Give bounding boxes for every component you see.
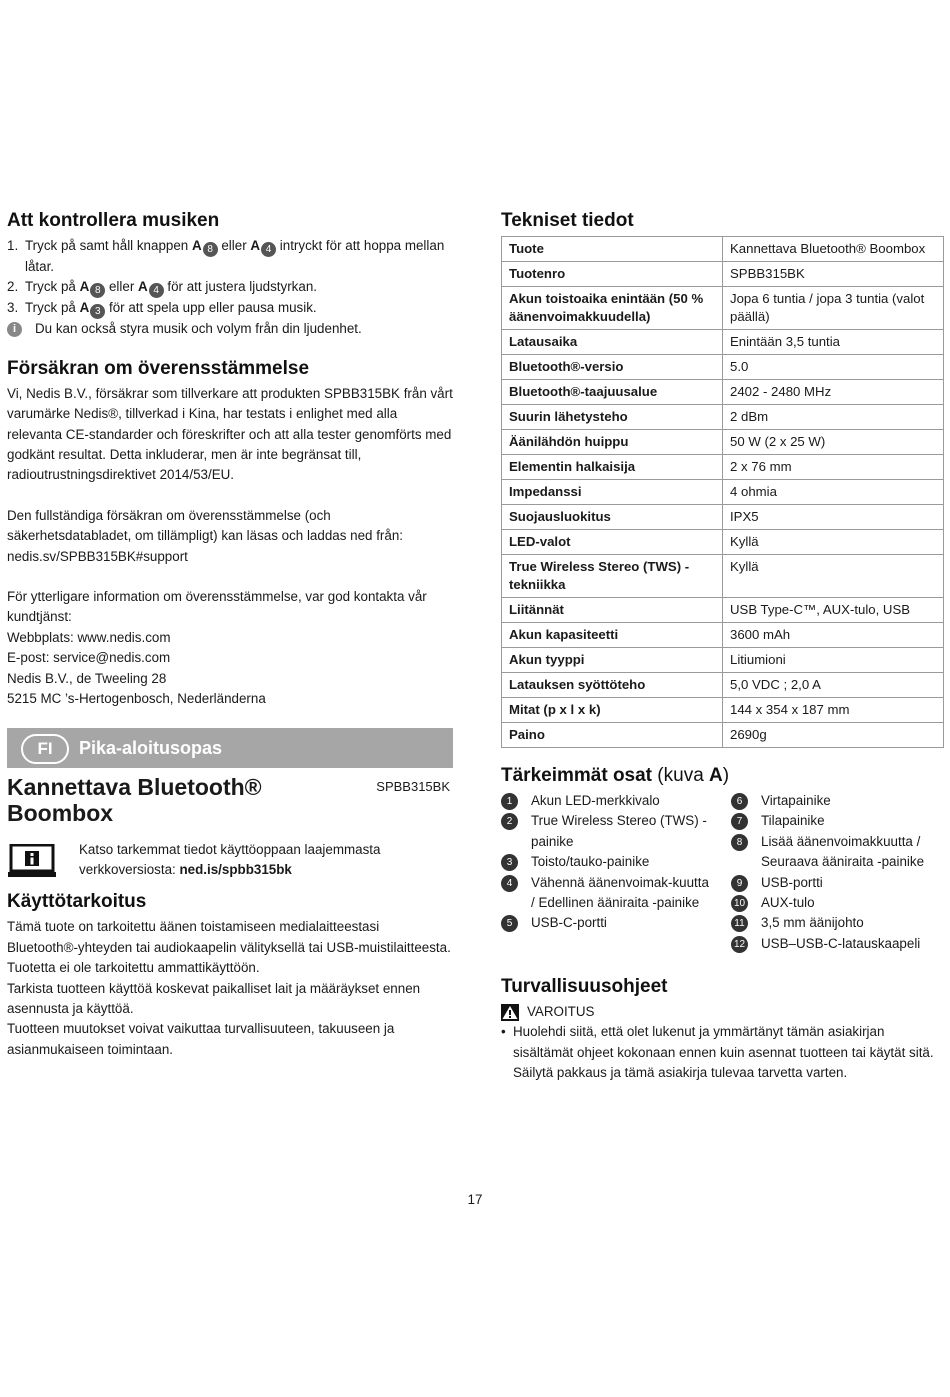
part-item <box>731 811 944 831</box>
spec-value: USB Type-C™, AUX-tulo, USB <box>723 598 944 623</box>
spec-value: Kyllä <box>723 530 944 555</box>
spec-value: 2 dBm <box>723 405 944 430</box>
conformity-contact-1: För ytterligare information om överensstämmelse, var god kontakta vår kundtjänst: <box>7 589 427 625</box>
spec-key: Suojausluokitus <box>502 505 723 530</box>
part-number-icon: 12 <box>731 936 748 953</box>
music-step-1: 1. Tryck på samt håll knappen A 8 eller A 4 intryckt för att hoppa mellan låtar. <box>7 238 445 274</box>
spec-row <box>502 530 944 555</box>
usage-line-1: Tämä tuote on tarkoitettu äänen toistamiseen medialaitteestasi Bluetooth®-yhteyden tai audiokaapelin välityksellä tai USB-muistilaitteesta. <box>7 919 451 955</box>
spec-row <box>502 455 944 480</box>
part-number-icon: 3 <box>501 854 518 871</box>
spec-row <box>502 698 944 723</box>
language-banner <box>7 728 453 768</box>
laptop-info-icon <box>7 844 57 878</box>
warning-icon <box>501 1004 519 1021</box>
language-code-badge: FI <box>21 734 69 764</box>
spec-key: Suurin lähetysteho <box>502 405 723 430</box>
spec-value: 2690g <box>723 723 944 748</box>
warning-label: VAROITUS <box>501 1002 944 1022</box>
usage-line-3: Tarkista tuotteen käyttöä koskevat paikalliset lait ja määräykset ennen asennusta ja käyttöä. <box>7 980 421 1016</box>
spec-value: 50 W (2 x 25 W) <box>723 430 944 455</box>
usage-line-2: Tuotetta ei ole tarkoitettu ammattikäyttöön. <box>7 960 260 976</box>
spec-row <box>502 330 944 355</box>
conformity-contact-website: Webbplats: www.nedis.com <box>7 629 171 645</box>
part-label: Tilapainike <box>761 813 825 829</box>
online-manual-note: Katso tarkemmat tiedot käyttöoppaan laajemmasta verkkoversiosta: ned.is/spbb315bk <box>7 840 453 881</box>
spec-key: Akun toistoaika enintään (50 % äänenvoimakkuudella) <box>502 287 723 330</box>
part-label: 3,5 mm äänijohto <box>761 915 864 931</box>
parts-heading: Tärkeimmät osat (kuva A) <box>501 765 730 786</box>
part-item <box>731 913 944 933</box>
spec-key: Elementin halkaisija <box>502 455 723 480</box>
spec-row <box>502 430 944 455</box>
specs-table <box>501 236 944 748</box>
part-item <box>731 893 944 913</box>
spec-value: Enintään 3,5 tuntia <box>723 330 944 355</box>
spec-row <box>502 673 944 698</box>
spec-value: 5,0 VDC ; 2,0 A <box>723 673 944 698</box>
conformity-paragraph-2: Den fullständiga försäkran om överensstämmelse (och säkerhetsdatabladet, om tillämpligt) kan läsas och laddas ned från: nedis.sv/SPBB315BK#support <box>7 507 403 564</box>
number-badge-icon: 8 <box>90 283 105 298</box>
parts-column-2 <box>731 791 944 954</box>
part-label: Akun LED-merkkivalo <box>531 793 660 808</box>
number-badge-icon: 3 <box>90 304 105 319</box>
part-number-icon: 6 <box>731 793 748 810</box>
spec-value: SPBB315BK <box>723 262 944 287</box>
spec-row <box>502 723 944 748</box>
part-number-icon: 9 <box>731 875 748 892</box>
spec-key: Akun tyyppi <box>502 648 723 673</box>
spec-value: 3600 mAh <box>723 623 944 648</box>
spec-value: IPX5 <box>723 505 944 530</box>
part-number-icon: 11 <box>731 915 748 932</box>
spec-value: Kyllä <box>723 555 944 598</box>
info-icon: i <box>7 322 22 337</box>
safety-heading: Turvallisuusohjeet <box>501 976 668 997</box>
spec-value: 4 ohmia <box>723 480 944 505</box>
spec-value: 5.0 <box>723 355 944 380</box>
usage-heading: Käyttötarkoitus <box>7 891 147 913</box>
spec-key: Liitännät <box>502 598 723 623</box>
usage-line-4: Tuotteen muutokset voivat vaikuttaa turvallisuuteen, takuuseen ja asianmukaiseen toimintaan. <box>7 1021 395 1057</box>
part-item <box>501 811 711 852</box>
part-label: USB-C-portti <box>531 915 607 931</box>
spec-key: True Wireless Stereo (TWS) -tekniikka <box>502 555 723 598</box>
spec-value: Jopa 6 tuntia / jopa 3 tuntia (valot päällä) <box>723 287 944 330</box>
music-steps <box>7 236 453 319</box>
part-label: USB-portti <box>761 874 823 890</box>
part-label: Virtapainike <box>761 793 831 808</box>
part-number-icon: 1 <box>501 793 518 810</box>
number-badge-icon: 8 <box>203 242 218 257</box>
part-label: Vähennä äänenvoimak-kuutta / Edellinen ääniraita -painike <box>531 874 709 911</box>
spec-row <box>502 480 944 505</box>
spec-value: Litiumioni <box>723 648 944 673</box>
parts-list <box>501 791 944 957</box>
spec-value: 144 x 354 x 187 mm <box>723 698 944 723</box>
part-item <box>501 873 711 914</box>
part-label: AUX-tulo <box>761 895 815 911</box>
spec-key: Latauksen syöttöteho <box>502 673 723 698</box>
conformity-contact-address-1: Nedis B.V., de Tweeling 28 <box>7 670 167 686</box>
part-number-icon: 2 <box>501 813 518 830</box>
spec-row <box>502 555 944 598</box>
spec-key: Bluetooth®-versio <box>502 355 723 380</box>
right-column <box>501 209 944 1084</box>
number-badge-icon: 4 <box>149 283 164 298</box>
spec-value: 2402 - 2480 MHz <box>723 380 944 405</box>
product-code: SPBB315BK <box>376 778 450 794</box>
conformity-paragraph-1: Vi, Nedis B.V., försäkrar som tillverkare att produkten SPBB315BK från vårt varumärke Nedis®, tillverkad i Kina, har testats i enlighet med alla relevanta CE-standarder och föreskrifter och att alla tester genomförts med godkänt resultat. Detta inkluderar, men är inte begränsat till, radioutrustningsdirektivet 2014/53/EU. <box>7 385 453 483</box>
spec-key: Latausaika <box>502 330 723 355</box>
specs-heading: Tekniset tiedot <box>501 210 634 231</box>
part-number-icon: 8 <box>731 834 748 851</box>
part-number-icon: 4 <box>501 875 518 892</box>
spec-key: Tuote <box>502 237 723 262</box>
spec-row <box>502 262 944 287</box>
conformity-heading: Försäkran om överensstämmelse <box>7 357 310 379</box>
spec-row <box>502 598 944 623</box>
spec-row <box>502 380 944 405</box>
part-label: Toisto/tauko-painike <box>531 854 650 870</box>
part-item <box>501 852 711 872</box>
part-item <box>731 934 944 954</box>
spec-value: 2 x 76 mm <box>723 455 944 480</box>
spec-row <box>502 623 944 648</box>
spec-row <box>502 405 944 430</box>
part-item <box>501 913 711 933</box>
spec-value: Kannettava Bluetooth® Boombox <box>723 237 944 262</box>
spec-row <box>502 505 944 530</box>
part-label: True Wireless Stereo (TWS) -painike <box>531 813 707 849</box>
spec-key: Impedanssi <box>502 480 723 505</box>
spec-key: Akun kapasiteetti <box>502 623 723 648</box>
spec-key: Paino <box>502 723 723 748</box>
part-label: Lisää äänenvoimakkuutta / Seuraava ääniraita -painike <box>761 833 925 870</box>
spec-key: Bluetooth®-taajuusalue <box>502 380 723 405</box>
manual-link[interactable]: ned.is/spbb315bk <box>179 861 292 877</box>
spec-key: Tuotenro <box>502 262 723 287</box>
music-step-3: 3. Tryck på A 3 för att spela upp eller pausa musik. <box>7 300 317 318</box>
safety-bullet: • Huolehdi siitä, että olet lukenut ja ymmärtänyt tämän asiakirjan sisältämät ohjeet kokonaan ennen kuin asennat tuotteen tai käytät sitä. Säilytä pakkaus ja tämä asiakirja tulevaa tarvetta varten. <box>501 1022 944 1083</box>
part-number-icon: 5 <box>501 915 518 932</box>
parts-column-1 <box>501 791 711 934</box>
part-item <box>731 791 944 811</box>
spec-row <box>502 237 944 262</box>
spec-row <box>502 355 944 380</box>
conformity-contact-address-2: 5215 MC ’s-Hertogenbosch, Nederländerna <box>7 691 266 707</box>
part-number-icon: 7 <box>731 813 748 830</box>
info-note: i Du kan också styra musik och volym från din ljudenhet. <box>7 319 453 339</box>
conformity-contact-email: E-post: service@nedis.com <box>7 650 171 666</box>
quick-start-title: Pika-aloitusopas <box>79 737 223 758</box>
music-step-2: 2. Tryck på A 8 eller A 4 för att justera ljudstyrkan. <box>7 279 317 297</box>
part-item <box>731 832 944 873</box>
spec-key: Äänilähdön huippu <box>502 430 723 455</box>
spec-key: LED-valot <box>502 530 723 555</box>
page-number: 17 <box>467 1192 483 1207</box>
spec-key: Mitat (p x l x k) <box>502 698 723 723</box>
part-label: USB–USB-C-latauskaapeli <box>761 935 921 951</box>
spec-row <box>502 648 944 673</box>
left-column <box>7 209 453 1060</box>
spec-row <box>502 287 944 330</box>
product-title: Kannettava Bluetooth® Boombox SPBB315BK <box>7 773 450 826</box>
part-item <box>731 873 944 893</box>
part-number-icon: 10 <box>731 895 748 912</box>
number-badge-icon: 4 <box>261 242 276 257</box>
music-heading: Att kontrollera musiken <box>7 210 220 231</box>
part-item <box>501 791 711 811</box>
